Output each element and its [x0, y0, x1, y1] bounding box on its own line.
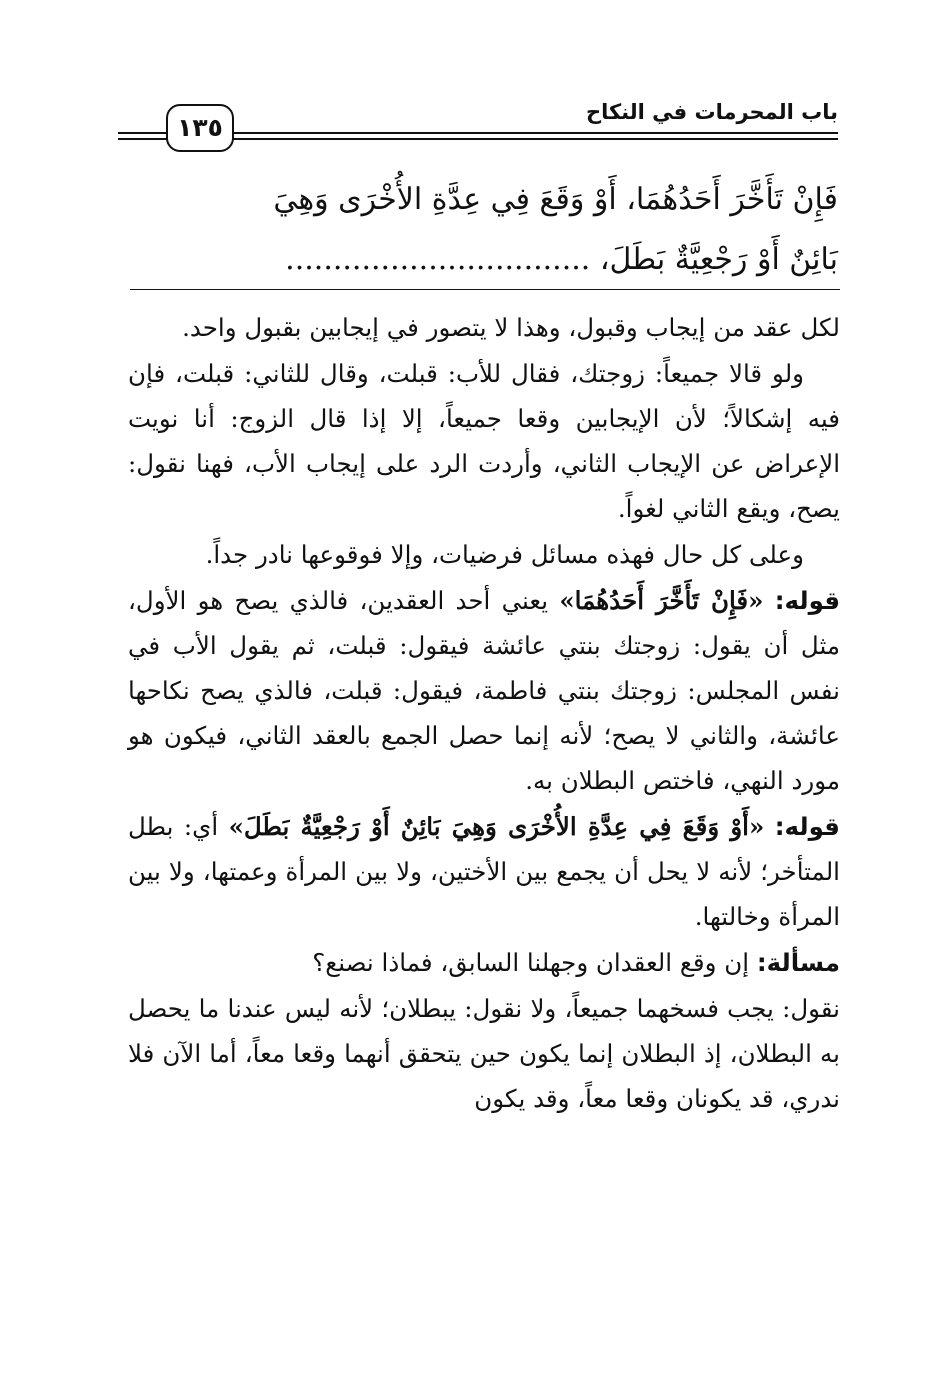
paragraph-6-lead: مسألة:	[756, 948, 840, 977]
paragraph-4-quote: «فَإِنْ تَأَخَّرَ أَحَدُهُمَا»	[559, 586, 764, 615]
page-number: ١٣٥	[166, 104, 234, 152]
paragraph-5	[128, 804, 840, 939]
matn-dots: ................................	[285, 242, 591, 277]
paragraph-6	[128, 940, 840, 985]
paragraph-1: لكل عقد من إيجاب وقبول، وهذا لا يتصور في إيجابين بقبول واحد.	[182, 313, 840, 342]
matn-text	[118, 170, 838, 290]
paragraph-3: وعلى كل حال فهذه مسائل فرضيات، وإلا فوقوعها نادر جداً.	[205, 540, 804, 569]
paragraph-4-text: يعني أحد العقدين، فالذي يصح هو الأول، مثل أن يقول: زوجتك بنتي عائشة فيقول: قبلت، ثم يقول الأب في نفس المجلس: زوجتك بنتي فاطمة، فيقول: قبلت، فالذي يصح نكاحها عائشة، والثاني لا يصح؛ لأنه إنما حصل الجمع بالعقد الثاني، فيكون هو مورد النهي، فاختص البطلان به.	[128, 586, 840, 795]
paragraph-4-lead: قوله:	[774, 586, 840, 615]
matn-line-2	[118, 230, 838, 290]
paragraph-5-quote: «أَوْ وَقَعَ فِي عِدَّةِ الأُخْرَى وَهِيَ بَائِنٌ أَوْ رَجْعِيَّةٌ بَطَلَ»	[228, 812, 765, 841]
matn-divider	[130, 289, 840, 290]
paragraph-2: ولو قالا جميعاً: زوجتك، فقال للأب: قبلت، وقال للثاني: قبلت، فإن فيه إشكالاً؛ لأن الإيجابين وقعا جميعاً، إلا إذا قال الزوج: أنا نويت الإعراض عن الإيجاب الثاني، وأردت الرد على إيجاب الأب، فهنا نقول: يصح، ويقع الثاني لغواً.	[128, 359, 840, 523]
paragraph-5-text: أي: بطل المتأخر؛ لأنه لا يحل أن يجمع بين الأختين، ولا بين المرأة وعمتها، ولا بين المرأة وخالتها.	[128, 812, 840, 931]
page-header	[118, 96, 838, 156]
matn-line-2-text: بَائِنٌ أَوْ رَجْعِيَّةٌ بَطَلَ،	[599, 242, 838, 277]
paragraph-4	[128, 578, 840, 803]
chapter-title: باب المحرمات في النكاح	[578, 100, 838, 124]
paragraph-6-text: إن وقع العقدان وجهلنا السابق، فماذا نصنع؟	[312, 948, 750, 977]
commentary-body	[128, 305, 840, 1122]
paragraph-5-lead: قوله:	[774, 812, 840, 841]
matn-line-1: فَإِنْ تَأَخَّرَ أَحَدُهُمَا، أَوْ وَقَعَ فِي عِدَّةِ الأُخْرَى وَهِيَ	[273, 182, 838, 217]
paragraph-7: نقول: يجب فسخهما جميعاً، ولا نقول: يبطلان؛ لأنه ليس عندنا ما يحصل به البطلان، إذ البطلان إنما يكون حين يتحقق أنهما وقعا معاً، أما الآن فلا ندري، قد يكونان وقعا معاً، وقد يكون	[128, 994, 840, 1113]
